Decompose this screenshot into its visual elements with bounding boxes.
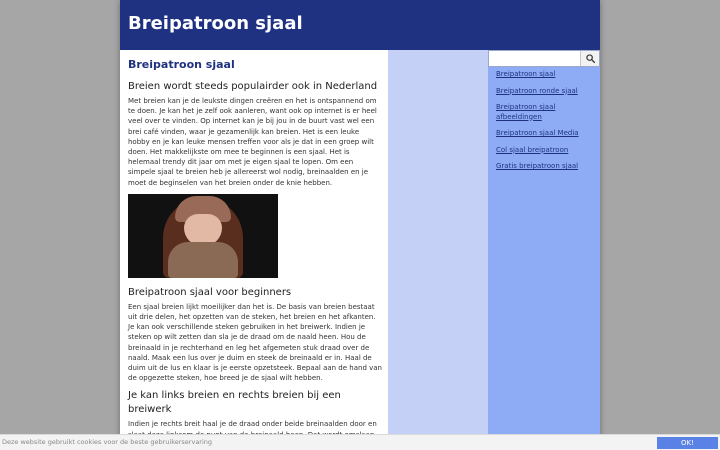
cookie-bar: [0, 434, 720, 450]
site-header: [120, 0, 600, 50]
sidebar-item: [496, 146, 596, 156]
page-title: Breipatroon sjaal: [128, 58, 235, 71]
sidebar-item: [496, 87, 596, 97]
woman-scarf-photo: [128, 194, 278, 278]
sidebar-item: [496, 162, 596, 172]
photo-scarf: [168, 242, 238, 278]
search-icon: [586, 54, 595, 63]
main-content: [120, 50, 388, 450]
section-text: Met breien kan je de leukste dingen creëren en het is ontspannend om te doen. Je kan het je zelf ook aanleren, want ook op internet is er heel veel over te vinden. Op internet kan je bij jou in de buurt vast wel een brei café vinden, waar je gezamenlijk kan breien. Het is een leuke hobby en je kan leuke mensen treffen voor als je dat in een groep wilt doen. Het makkelijkste om mee te beginnen is een sjaal. Het is helemaal trendy dit jaar om met je eigen sjaal te lopen. Om een simpele sjaal te breien heb je allereerst wol nodig, breinaalden en je moet de beginselen van het breien onder de knie hebben.: [128, 97, 377, 187]
search-box: [488, 50, 600, 67]
section-heading: Je kan links breien en rechts breien bij een breiwerk: [128, 390, 341, 416]
sidebar-item: [496, 70, 596, 80]
sidebar-item: [496, 103, 596, 122]
page-container: [120, 0, 600, 450]
section-heading: Breien wordt steeds populairder ook in Nederland: [128, 81, 378, 92]
site-title[interactable]: Breipatroon sjaal: [128, 13, 303, 34]
cookie-text: Deze website gebruikt cookies voor de beste gebruikerservaring: [2, 438, 213, 446]
sidebar-item: [496, 129, 596, 139]
sidebar-link-breipatroon-sjaal[interactable]: Breipatroon sjaal: [496, 70, 556, 78]
search-button[interactable]: [580, 51, 599, 66]
sidebar-nav: [496, 70, 596, 179]
sidebar: [488, 50, 600, 450]
sidebar-link-col-sjaal[interactable]: Col sjaal breipatroon: [496, 145, 569, 154]
section-text: Een sjaal breien lijkt moeilijker dan het is. De basis van breien bestaat uit drie delen, het opzetten van de steken, het breien en het afkanten. Je kan ook verschillende steken gebruiken in het breiwerk. Indien je steken op wilt zetten dan sla je de draad om de naald heen. Hou de breinaald in je rechterhand en leg het afgemeten stuk draad over de naald. Maak een lus over je duim en steek de breinaald er in. Haal de duim uit de lus en klaar is je eerste opzetsteek. Bepaal aan de hand van de opgezette steken, hoe breed je de sjaal wilt hebben.: [128, 302, 382, 383]
cookie-accept-button[interactable]: OK!: [657, 437, 718, 449]
sidebar-link-gratis[interactable]: Gratis breipatroon sjaal: [496, 162, 579, 170]
sidebar-link-ronde-sjaal[interactable]: Breipatroon ronde sjaal: [496, 86, 578, 95]
section-text: Indien je rechts breit haal je de draad onder beide breinaalden door en: [128, 420, 377, 429]
sidebar-link-media[interactable]: Breipatroon sjaal Media: [496, 129, 579, 137]
search-input[interactable]: [489, 51, 581, 66]
sidebar-link-afbeeldingen[interactable]: Breipatroon sjaal afbeeldingen: [496, 103, 556, 121]
section-heading: Breipatroon sjaal voor beginners: [128, 286, 292, 298]
